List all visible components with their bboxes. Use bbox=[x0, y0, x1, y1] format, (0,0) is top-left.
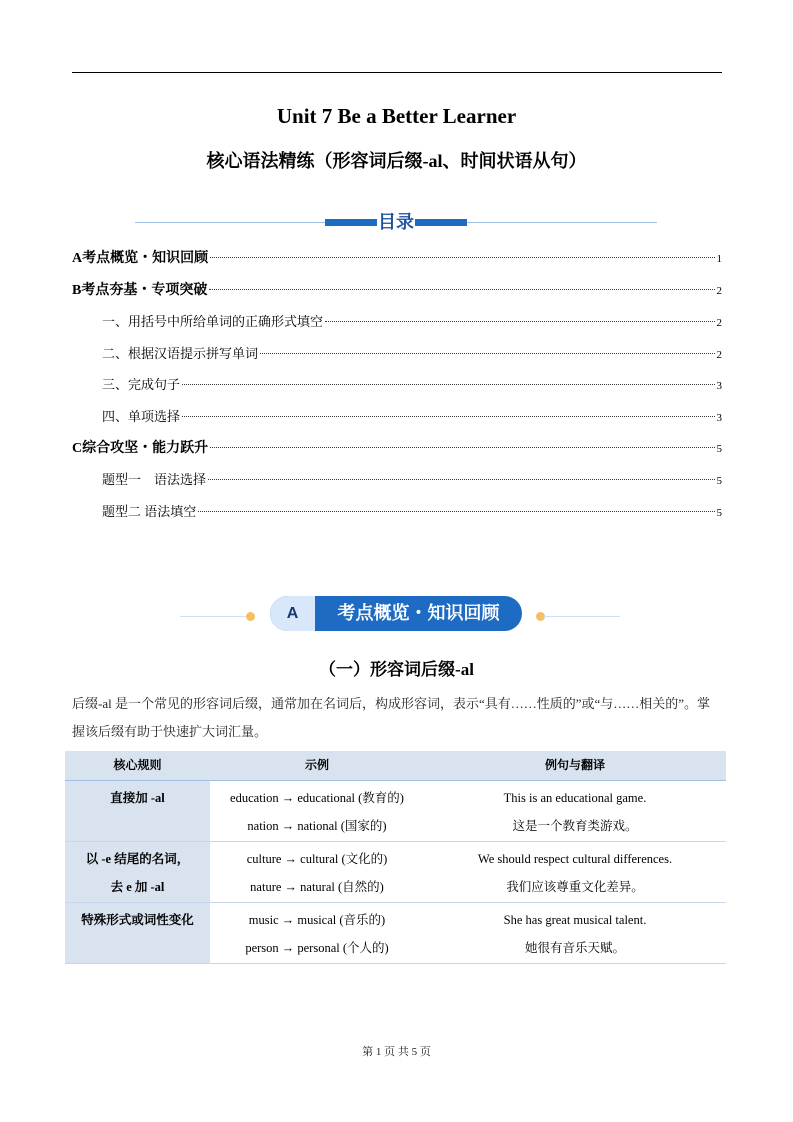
toc-leader bbox=[198, 511, 714, 512]
sentence-text: 这是一个教育类游戏。 bbox=[512, 819, 638, 833]
header-rule bbox=[72, 72, 722, 73]
toc-heading-bar-right bbox=[415, 219, 467, 226]
table-header-cell: 示例 bbox=[210, 751, 424, 781]
toc-page-number: 5 bbox=[716, 442, 722, 455]
toc-heading-bar-left bbox=[325, 219, 377, 226]
example-text: nature → natural (自然的) bbox=[250, 880, 384, 894]
toc-leader bbox=[182, 384, 714, 385]
table-header-cell: 核心规则 bbox=[65, 751, 210, 781]
toc-entry[interactable] bbox=[72, 499, 722, 531]
sentence-cell bbox=[424, 903, 726, 964]
toc-entry[interactable] bbox=[72, 436, 722, 468]
toc-page-number: 2 bbox=[716, 348, 722, 361]
sentence-text: She has great musical talent. bbox=[503, 913, 647, 927]
subsection-title: （一）形容词后缀-al bbox=[319, 660, 474, 679]
toc-leader bbox=[325, 321, 714, 322]
table-of-contents bbox=[72, 246, 722, 530]
table-row bbox=[65, 781, 726, 842]
toc-page-number: 2 bbox=[716, 284, 722, 297]
example-text: person → personal (个人的) bbox=[245, 941, 389, 955]
toc-page-number: 5 bbox=[716, 475, 722, 488]
toc-leader bbox=[210, 257, 714, 258]
sentence-text: 她很有音乐天赋。 bbox=[524, 941, 625, 955]
toc-entry-text: 四、单项选择 bbox=[102, 408, 181, 424]
sentence-text: 我们应该尊重文化差异。 bbox=[506, 880, 644, 894]
toc-entry[interactable] bbox=[72, 278, 722, 310]
rule-text: 以 -e 结尾的名词， bbox=[85, 852, 190, 866]
intro-paragraph: 后缀-al 是一个常见的形容词后缀，通常加在名词后，构成形容词，表示“具有……性质的”或“与……相关的”。掌握该后缀有助于快速扩大词汇量。 bbox=[72, 696, 711, 739]
toc-leader bbox=[208, 479, 714, 480]
toc-leader bbox=[209, 289, 714, 290]
toc-page-number: 2 bbox=[716, 317, 722, 330]
example-text: music → musical (音乐的) bbox=[248, 913, 386, 927]
banner-line-right bbox=[544, 616, 620, 617]
page-footer: 第 1 页 共 5 页 bbox=[362, 1046, 431, 1058]
toc-page-number: 3 bbox=[716, 380, 722, 393]
toc-entry-text: 题型一 语法选择 bbox=[102, 472, 207, 488]
table-row bbox=[65, 903, 726, 964]
toc-entry-text: 一、用括号中所给单词的正确形式填空 bbox=[102, 314, 324, 330]
rule-cell bbox=[65, 781, 210, 842]
rule-text: 去 e 加 -al bbox=[110, 880, 165, 894]
toc-entry[interactable] bbox=[72, 246, 722, 278]
sentence-text: We should respect cultural differences. bbox=[477, 852, 673, 866]
table-header-row bbox=[65, 751, 726, 781]
toc-entry[interactable] bbox=[72, 372, 722, 404]
toc-entry-text: 题型二 语法填空 bbox=[102, 503, 197, 519]
section-a-pill bbox=[270, 596, 522, 631]
toc-page-number: 1 bbox=[716, 253, 722, 265]
toc-leader bbox=[210, 447, 714, 448]
example-text: culture → cultural (文化的) bbox=[246, 852, 388, 866]
section-badge: A bbox=[270, 596, 315, 631]
example-text: nation → national (国家的) bbox=[247, 819, 387, 833]
toc-entry[interactable] bbox=[72, 309, 722, 341]
example-cell bbox=[210, 903, 424, 964]
section-a-title: 考点概览・知识回顾 bbox=[337, 603, 500, 623]
rule-text: 特殊形式或词性变化 bbox=[81, 913, 194, 927]
document-subtitle: 核心语法精练（形容词后缀-al、时间状语从句） bbox=[206, 151, 587, 171]
sentence-cell bbox=[424, 781, 726, 842]
toc-entry-text: 三、完成句子 bbox=[102, 377, 181, 393]
toc-page-number: 5 bbox=[716, 506, 722, 519]
rule-cell bbox=[65, 842, 210, 903]
rule-text: 直接加 -al bbox=[110, 791, 165, 805]
banner-dot-left bbox=[246, 612, 255, 621]
toc-heading: 目录 bbox=[378, 212, 414, 232]
section-a-banner bbox=[180, 594, 620, 634]
example-cell bbox=[210, 842, 424, 903]
example-cell bbox=[210, 781, 424, 842]
sentence-cell bbox=[424, 842, 726, 903]
rule-cell bbox=[65, 903, 210, 964]
toc-page-number: 3 bbox=[716, 411, 722, 424]
toc-entry-text: B考点夯基・专项突破 bbox=[72, 282, 208, 298]
toc-entry-text: C综合攻坚・能力跃升 bbox=[72, 440, 209, 456]
suffix-rules-table bbox=[65, 751, 726, 964]
banner-line-left bbox=[180, 616, 246, 617]
toc-entry-text: A考点概览・知识回顾 bbox=[72, 251, 209, 266]
toc-entry[interactable] bbox=[72, 404, 722, 436]
table-row bbox=[65, 842, 726, 903]
toc-heading-bar bbox=[135, 210, 657, 234]
toc-leader bbox=[182, 416, 714, 417]
example-text: education → educational (教育的) bbox=[230, 791, 404, 805]
toc-entry[interactable] bbox=[72, 341, 722, 373]
toc-entry-text: 二、根据汉语提示拼写单词 bbox=[102, 345, 259, 361]
document-title: Unit 7 Be a Better Learner bbox=[276, 104, 517, 128]
toc-entry[interactable] bbox=[72, 467, 722, 499]
sentence-text: This is an educational game. bbox=[503, 791, 647, 805]
table-header-cell: 例句与翻译 bbox=[424, 751, 726, 781]
toc-leader bbox=[260, 353, 714, 354]
